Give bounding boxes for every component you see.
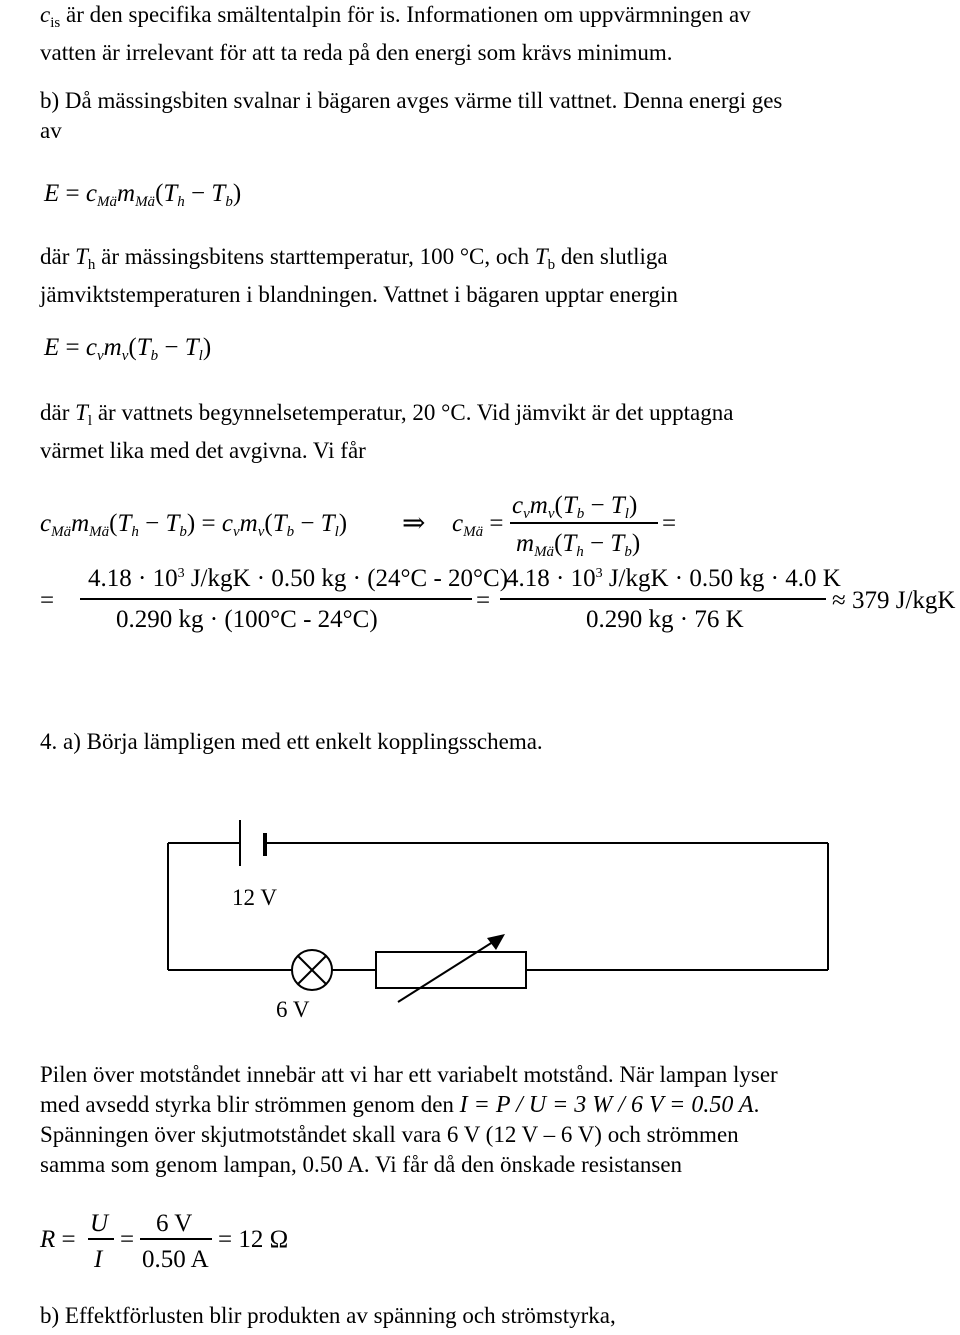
eq2-m-sub: v [121, 348, 129, 364]
equation-energy-water: $E = c_vm_v(T_b - T_l)$ [44, 334, 212, 364]
current-equation: I = P / U = 3 W / 6 V = 0.50 A [459, 1092, 754, 1118]
eq1-t1: T [163, 180, 178, 207]
problem-4-text [40, 1060, 940, 1180]
desc-line-1: där $T_h$ är mässingsbitens starttemperatur, 100 °C, och $T_b$ den slutliga [40, 244, 668, 273]
part-b-line-2: av [40, 118, 62, 143]
eq2-c: c [85, 334, 97, 361]
eq-r-equals-2: = [120, 1226, 135, 1253]
eq-r-den1: I [94, 1246, 103, 1273]
solved-cma-lhs: $c_{Mä}$ = [452, 510, 504, 540]
problem-4-line-3: Spänningen över skjutmotståndet skall vara 6 V (12 V – 6 V) och strömmen [40, 1122, 739, 1147]
resistor-arrow-shaft [398, 940, 496, 1002]
eq-r-den2: 0.50 A [142, 1246, 209, 1273]
eq1-c-sub: Mä [97, 194, 117, 210]
part-b-heading: b) Effektförlusten blir produkten av spänning och strömstyrka, [40, 1303, 616, 1328]
eq2-t1-sub: b [150, 348, 159, 364]
resistor-arrow-head [487, 934, 505, 950]
calc-equals-1: = [40, 587, 55, 614]
eq2-lhs: E [44, 334, 60, 361]
resistor-body [376, 952, 526, 988]
eq1-t1-sub: h [177, 194, 185, 210]
solved-cma-equals: = [662, 510, 677, 537]
intro-line-1-text: är den specifika smältentalpin för is. Informationen om uppvärmningen av [60, 2, 751, 27]
problem-4-line-4: samma som genom lampan, 0.50 A. Vi får då den önskade resistansen [40, 1152, 683, 1177]
intro-line-2: vatten är irrelevant för att ta reda på den energi som krävs minimum. [40, 40, 673, 65]
desc-line-4: värmet lika med det avgivna. Vi får [40, 438, 366, 463]
eq2-m: m [103, 334, 122, 361]
eq1-t2: T [211, 180, 226, 207]
solved-cma-denominator: $m_{Mä}(T_h - T_b)$ [516, 530, 641, 560]
calc-numerator-1: $4.18 \cdot 10^3$ J/kgK · 0.50 kg · (24°C - 20°C) [88, 565, 509, 592]
lamp-voltage-label: 6 V [276, 997, 310, 1022]
implies-arrow: ⇒ [402, 508, 426, 539]
calc-equals-2: = [476, 587, 491, 614]
eq-r-fraction-bar-1 [88, 1238, 114, 1240]
eq1-t2-sub: b [225, 194, 233, 210]
eq2-c-sub: v [97, 348, 104, 364]
eq-r-num1: U [90, 1210, 109, 1237]
eq-r-result: = 12 Ω [218, 1226, 289, 1253]
equation-energy-brass: $E = c_{Mä}m_{Mä}(T_h - T_b)$ [44, 180, 242, 210]
problem-4-line-2: med avsedd styrka blir strömmen genom den I = P / U = 3 W / 6 V = 0.50 A. [40, 1092, 760, 1118]
eq1-c: c [85, 180, 97, 207]
desc-line-3: där $T_l$ är vattnets begynnelsetemperatur, 20 °C. Vid jämvikt är det upptagna [40, 400, 734, 429]
eq2-t1: T [136, 334, 151, 361]
calc-denominator-1: 0.290 kg · (100°C - 24°C) [116, 606, 378, 633]
eq1-m: m [117, 180, 136, 207]
symbol-c: c [40, 2, 51, 27]
solved-cma-numerator: $c_vm_v(T_b - T_l)$ [512, 492, 638, 522]
calc-numerator-2: $4.18 \cdot 10^3$ J/kgK · 0.50 kg · 4.0 K [506, 565, 841, 592]
battery-voltage-label: 12 V [232, 885, 277, 910]
eq-r-fraction-bar-2 [140, 1238, 212, 1240]
problem-4-heading: 4. a) Börja lämpligen med ett enkelt kopplingsschema. [40, 729, 543, 754]
part-b-line-1: b) Då mässingsbiten svalnar i bägaren avges värme till vattnet. Denna energi ges [40, 88, 783, 113]
eq-r-lhs: R = [40, 1226, 76, 1253]
eq-r-num2: 6 V [156, 1210, 193, 1237]
equilibrium-equation: $c_{Mä}m_{Mä}(T_h - T_b) = c_vm_v(T_b - T_l)$ [40, 510, 348, 540]
eq1-lhs: E [44, 180, 60, 207]
eq2-t2: T [184, 334, 199, 361]
calc-denominator-2: 0.290 kg · 76 K [586, 606, 744, 633]
desc-line-2: jämviktstemperaturen i blandningen. Vattnet i bägaren upptar energin [40, 282, 678, 307]
problem-4-line-1: Pilen över motståndet innebär att vi har ett variabelt motstånd. När lampan lyser [40, 1062, 778, 1087]
eq1-m-sub: Mä [135, 194, 156, 210]
calc-result: ≈ 379 J/kgK [832, 587, 956, 614]
symbol-is-subscript: is [50, 15, 61, 31]
eq2-t2-sub: l [198, 348, 203, 364]
